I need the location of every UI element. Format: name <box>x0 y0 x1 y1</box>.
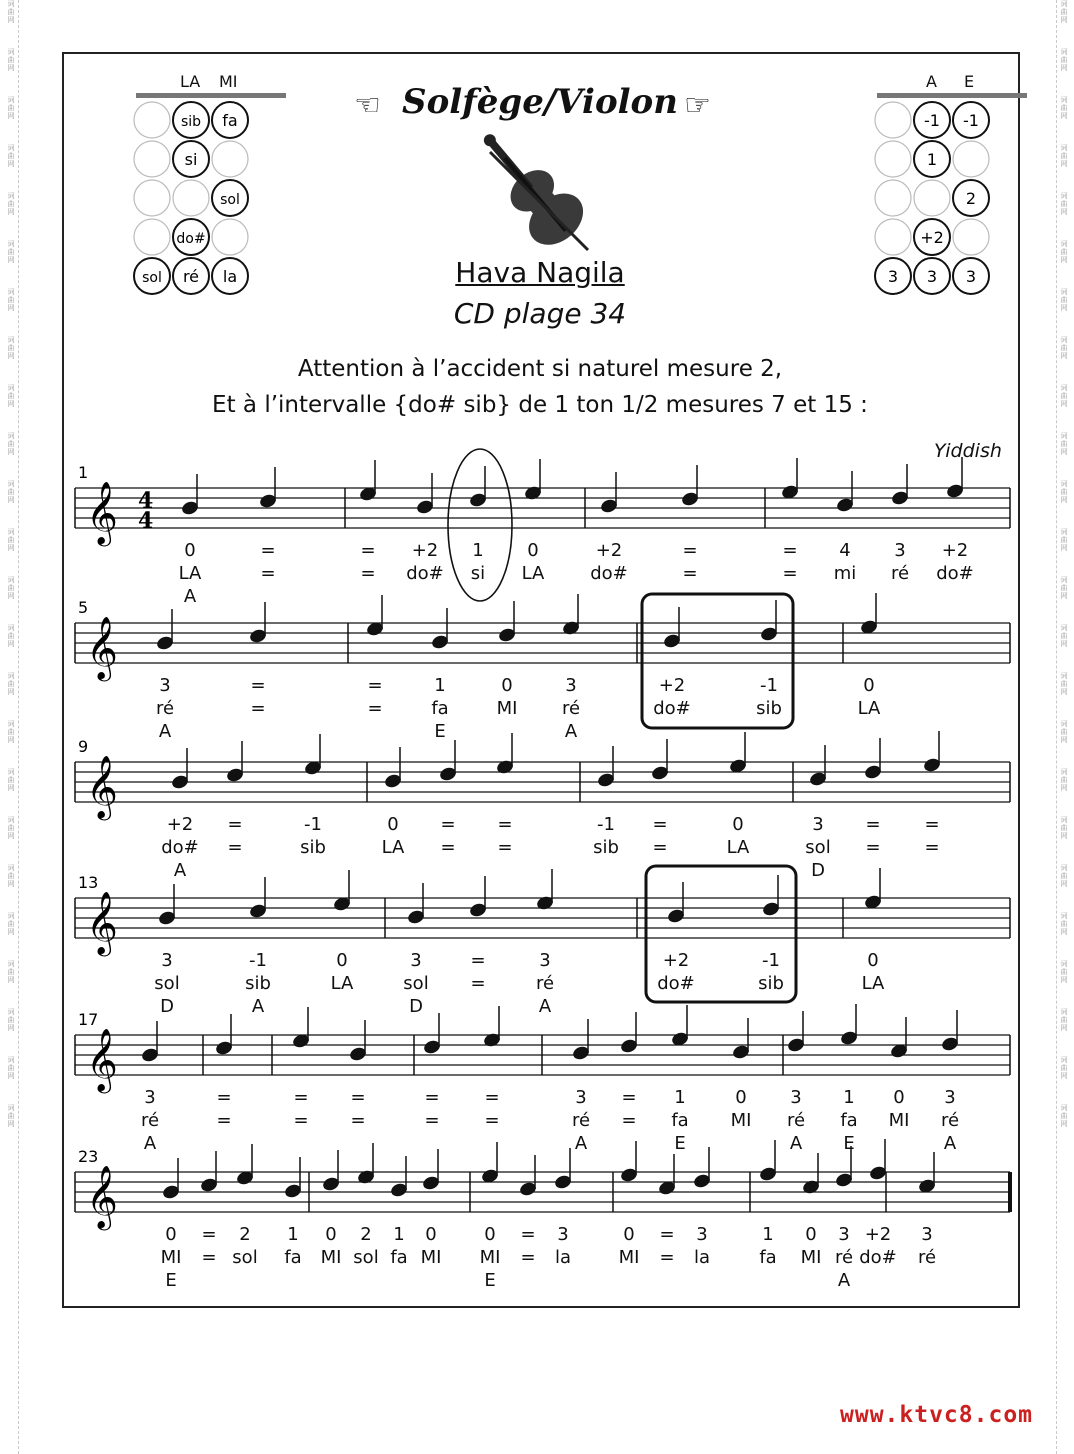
note-name: sol <box>805 837 831 858</box>
finger-number: +2 <box>166 814 194 835</box>
finger-number: = <box>621 1087 637 1108</box>
finger-number: 3 <box>812 814 824 835</box>
note-name: LA <box>178 563 202 584</box>
finger-number: 3 <box>894 540 906 561</box>
note-name: LA <box>330 973 354 994</box>
finger-number: 3 <box>159 675 171 696</box>
note-name: do# <box>936 563 974 584</box>
finger-number: 4 <box>839 540 851 561</box>
instruction-line-2: Et à l’intervalle {do# sib} de 1 ton 1/2 mesures 7 et 15 : <box>212 392 868 418</box>
note-name: do# <box>653 698 691 719</box>
note-name: ré <box>140 1110 160 1131</box>
string-letter: D <box>409 996 423 1017</box>
string-letter: E <box>165 1270 177 1291</box>
finger-number: 3 <box>565 675 577 696</box>
note-name: fa <box>840 1110 858 1131</box>
finger-number: -1 <box>304 814 322 835</box>
finger-number: 3 <box>161 950 173 971</box>
finger-number: 1 <box>762 1224 774 1245</box>
finger-number: -1 <box>760 675 778 696</box>
note-name: LA <box>521 563 545 584</box>
measure-number: 23 <box>78 1147 99 1166</box>
finger-number: 1 <box>287 1224 299 1245</box>
note-name: la <box>554 1247 572 1268</box>
string-letter: A <box>143 1133 157 1154</box>
note-name: fa <box>390 1247 408 1268</box>
finger-number: = <box>367 675 383 696</box>
finger-number: +2 <box>658 675 686 696</box>
note-name: ré <box>561 698 581 719</box>
note-name: ré <box>834 1247 854 1268</box>
finger-number: = <box>350 1087 366 1108</box>
note-name: = <box>424 1110 440 1131</box>
fingering-right-cell-label: 1 <box>926 150 938 169</box>
finger-number: 0 <box>863 675 875 696</box>
finger-number: = <box>260 540 276 561</box>
instruction-line-1: Attention à l’accident si naturel mesure 2, <box>297 356 783 382</box>
note-name: = <box>201 1247 217 1268</box>
finger-number: = <box>470 950 486 971</box>
finger-number: 0 <box>325 1224 337 1245</box>
string-letter: A <box>789 1133 803 1154</box>
finger-number: 0 <box>336 950 348 971</box>
note-name: ré <box>917 1247 937 1268</box>
note-name: sib <box>300 837 326 858</box>
fingering-left-cell-label: ré <box>182 267 200 286</box>
fingering-left-cell-label: la <box>222 267 238 286</box>
finger-number: +2 <box>662 950 690 971</box>
fingering-right-cell-label: 3 <box>926 267 938 286</box>
finger-number: 0 <box>732 814 744 835</box>
finger-number: 0 <box>623 1224 635 1245</box>
finger-number: 1 <box>472 540 484 561</box>
finger-number: 3 <box>557 1224 569 1245</box>
finger-number: 0 <box>501 675 513 696</box>
finger-number: -1 <box>597 814 615 835</box>
finger-number: = <box>216 1087 232 1108</box>
finger-number: 2 <box>360 1224 372 1245</box>
string-letter: E <box>434 721 446 742</box>
right-string-label-e: E <box>964 72 975 91</box>
finger-number: 0 <box>484 1224 496 1245</box>
finger-number: 3 <box>575 1087 587 1108</box>
note-name: = <box>865 837 881 858</box>
finger-number: 0 <box>805 1224 817 1245</box>
finger-number: = <box>484 1087 500 1108</box>
side-watermark-left: 词 曲 网 词 曲 网 词 曲 网 词 曲 网 词 曲 网 词 曲 网 词 曲 网 词 曲 网 词 曲 网 词 曲 网 词 曲 网 词 曲 网 词 曲 网 词 曲 网 词 曲 网 词 曲 网 词 曲 网 词 曲 网 词 曲 网 词 曲 网 词 曲 网 词 曲 网 词 曲 网 词 曲 网 <box>4 0 19 1454</box>
note-name: = <box>659 1247 675 1268</box>
note-name: fa <box>284 1247 302 1268</box>
note-name: = <box>782 563 798 584</box>
treble-clef: 𝄞 <box>86 481 118 544</box>
string-letter: A <box>251 996 265 1017</box>
note-name: = <box>293 1110 309 1131</box>
finger-number: 3 <box>921 1224 933 1245</box>
string-letter: E <box>674 1133 686 1154</box>
note-name: = <box>250 698 266 719</box>
finger-number: = <box>520 1224 536 1245</box>
note-name: MI <box>730 1110 752 1131</box>
finger-number: 3 <box>696 1224 708 1245</box>
finger-number: 0 <box>867 950 879 971</box>
string-letter: A <box>538 996 552 1017</box>
finger-number: = <box>682 540 698 561</box>
website-watermark: www.ktvc8.com <box>840 1402 1034 1428</box>
note-name: = <box>440 837 456 858</box>
finger-number: 0 <box>165 1224 177 1245</box>
note-name: fa <box>759 1247 777 1268</box>
string-letter: A <box>943 1133 957 1154</box>
string-letter: A <box>837 1270 851 1291</box>
finger-number: = <box>497 814 513 835</box>
fingering-left-cell-label: do# <box>176 231 206 247</box>
note-name: sol <box>154 973 180 994</box>
fingering-left-cell-label: si <box>184 150 198 169</box>
fingering-right-cell-label: +2 <box>920 228 944 247</box>
side-watermark-right: 词 曲 网 词 曲 网 词 曲 网 词 曲 网 词 曲 网 词 曲 网 词 曲 网 词 曲 网 词 曲 网 词 曲 网 词 曲 网 词 曲 网 词 曲 网 词 曲 网 词 曲 网 词 曲 网 词 曲 网 词 曲 网 词 曲 网 词 曲 网 词 曲 网 词 曲 网 词 曲 网 词 曲 网 <box>1056 0 1071 1454</box>
measure-number: 17 <box>78 1010 99 1029</box>
string-letter: A <box>564 721 578 742</box>
finger-number: 0 <box>184 540 196 561</box>
measure-number: 1 <box>78 463 89 482</box>
finger-number: 1 <box>434 675 446 696</box>
left-string-label-mi: MI <box>219 72 238 91</box>
note-name: sib <box>756 698 782 719</box>
style-label: Yiddish <box>934 440 1002 462</box>
note-name: sol <box>353 1247 379 1268</box>
note-name: fa <box>431 698 449 719</box>
string-letter: D <box>811 860 825 881</box>
finger-number: = <box>201 1224 217 1245</box>
note-name: = <box>360 563 376 584</box>
note-name: sol <box>232 1247 258 1268</box>
finger-number: = <box>782 540 798 561</box>
finger-number: = <box>250 675 266 696</box>
fingering-right-cell-label: 2 <box>965 189 977 208</box>
note-name: = <box>367 698 383 719</box>
finger-number: +2 <box>941 540 969 561</box>
note-name: MI <box>320 1247 342 1268</box>
note-name: sib <box>758 973 784 994</box>
string-letter: A <box>183 586 197 607</box>
finger-number: +2 <box>411 540 439 561</box>
note-name: MI <box>496 698 518 719</box>
note-name: MI <box>160 1247 182 1268</box>
finger-number: = <box>424 1087 440 1108</box>
note-name: = <box>227 837 243 858</box>
note-name: = <box>484 1110 500 1131</box>
finger-number: +2 <box>595 540 623 561</box>
finger-number: 1 <box>843 1087 855 1108</box>
fingering-left-cell-label: sol <box>220 192 240 208</box>
note-name: MI <box>420 1247 442 1268</box>
note-name: mi <box>833 563 857 584</box>
finger-number: 2 <box>239 1224 251 1245</box>
note-name: si <box>470 563 486 584</box>
note-name: do# <box>657 973 695 994</box>
note-name: la <box>693 1247 711 1268</box>
finger-number: = <box>659 1224 675 1245</box>
note-name: MI <box>800 1247 822 1268</box>
treble-clef: 𝄞 <box>86 1028 118 1091</box>
finger-number: = <box>440 814 456 835</box>
finger-number: -1 <box>249 950 267 971</box>
finger-number: = <box>360 540 376 561</box>
page-title: Solfège/Violon <box>402 82 678 122</box>
note-name: = <box>470 973 486 994</box>
note-name: = <box>350 1110 366 1131</box>
finger-number: 3 <box>790 1087 802 1108</box>
finger-number: = <box>924 814 940 835</box>
measure-number: 9 <box>78 737 89 756</box>
fingering-left-cell-label: sol <box>142 270 162 286</box>
left-string-label-la: LA <box>180 72 201 91</box>
treble-clef: 𝄞 <box>86 616 118 679</box>
note-name: ré <box>890 563 910 584</box>
finger-number: 3 <box>539 950 551 971</box>
finger-number: = <box>652 814 668 835</box>
note-name: fa <box>671 1110 689 1131</box>
note-name: sib <box>593 837 619 858</box>
finger-number: 0 <box>735 1087 747 1108</box>
finger-number: 0 <box>527 540 539 561</box>
note-name: = <box>621 1110 637 1131</box>
fingering-left-cell-label: sib <box>180 114 202 130</box>
finger-number: +2 <box>864 1224 892 1245</box>
note-name: sol <box>403 973 429 994</box>
fingering-right-cell-label: -1 <box>924 111 940 130</box>
pointing-hand-icon: ☜ <box>354 88 381 123</box>
string-letter: A <box>574 1133 588 1154</box>
note-name: ré <box>786 1110 806 1131</box>
note-name: LA <box>726 837 750 858</box>
song-title: Hava Nagila <box>455 256 625 289</box>
note-name: do# <box>859 1247 897 1268</box>
treble-clef: 𝄞 <box>86 891 118 954</box>
time-signature: 4 <box>138 508 154 534</box>
note-name: MI <box>888 1110 910 1131</box>
note-name: ré <box>940 1110 960 1131</box>
note-name: = <box>260 563 276 584</box>
note-name: = <box>520 1247 536 1268</box>
finger-number: 3 <box>144 1087 156 1108</box>
measure-number: 5 <box>78 598 89 617</box>
finger-number: 3 <box>944 1087 956 1108</box>
note-name: = <box>652 837 668 858</box>
right-string-label-a: A <box>926 72 937 91</box>
note-name: ré <box>535 973 555 994</box>
cd-track: CD plage 34 <box>453 297 627 330</box>
measure-number: 13 <box>78 873 99 892</box>
note-name: MI <box>618 1247 640 1268</box>
note-name: do# <box>590 563 628 584</box>
finger-number: 3 <box>838 1224 850 1245</box>
pointing-hand-icon: ☞ <box>684 88 711 123</box>
note-name: do# <box>406 563 444 584</box>
finger-number: 0 <box>387 814 399 835</box>
note-name: = <box>924 837 940 858</box>
note-name: LA <box>857 698 881 719</box>
note-name: MI <box>479 1247 501 1268</box>
note-name: do# <box>161 837 199 858</box>
note-name: ré <box>571 1110 591 1131</box>
string-letter: E <box>843 1133 855 1154</box>
finger-number: 0 <box>425 1224 437 1245</box>
finger-number: = <box>293 1087 309 1108</box>
note-name: = <box>497 837 513 858</box>
finger-number: = <box>865 814 881 835</box>
note-name: LA <box>861 973 885 994</box>
treble-clef: 𝄞 <box>86 1165 118 1228</box>
fingering-right-cell-label: 3 <box>965 267 977 286</box>
string-letter: D <box>160 996 174 1017</box>
fingering-right-cell-label: 3 <box>887 267 899 286</box>
finger-number: 0 <box>893 1087 905 1108</box>
finger-number: -1 <box>762 950 780 971</box>
note-name: = <box>682 563 698 584</box>
note-name: = <box>216 1110 232 1131</box>
note-name: sib <box>245 973 271 994</box>
finger-number: 1 <box>674 1087 686 1108</box>
fingering-left-cell-label: fa <box>222 111 238 130</box>
string-letter: E <box>484 1270 496 1291</box>
finger-number: 1 <box>393 1224 405 1245</box>
treble-clef: 𝄞 <box>86 755 118 818</box>
string-letter: A <box>173 860 187 881</box>
time-signature: 4 <box>138 488 154 514</box>
note-name: ré <box>155 698 175 719</box>
finger-number: = <box>227 814 243 835</box>
string-letter: A <box>158 721 172 742</box>
note-name: LA <box>381 837 405 858</box>
finger-number: 3 <box>410 950 422 971</box>
fingering-right-cell-label: -1 <box>963 111 979 130</box>
